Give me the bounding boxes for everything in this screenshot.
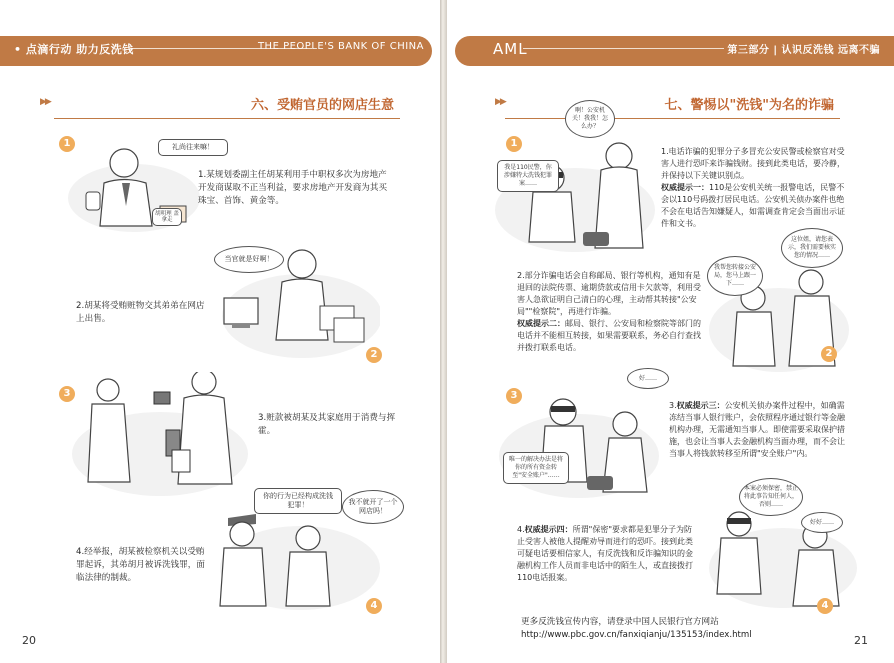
- header-slogan: • 点滴行动 助力反洗钱: [14, 43, 134, 56]
- left-page: [0, 0, 441, 663]
- speech-bubble: 礼尚往来嘛！: [158, 139, 228, 156]
- panel-number-badge: 1: [506, 136, 522, 152]
- thought-bubble: 我帮您转接公安局，您马上跟一下……: [707, 256, 763, 296]
- panel-2-body: 2.部分诈骗电话会自称邮局、银行等机构，通知有是退回的法院传票、逾期贷款或信用卡欠款等，利用受害人急欲证明自己清白的心理，主动帮其转接"公安局""检察院"，再进行诈骗。: [517, 271, 701, 316]
- header-part-title: 第三部分 | 认识反洗钱 远离不骗: [727, 45, 880, 56]
- panel-4-text: [517, 524, 699, 584]
- header-divider: [523, 48, 724, 49]
- panel-1-tip-body: 110是公安机关统一报警电话，民警不会以110号码拨打居民电话。公安机关侦办案件也绝不会在电话告知嫌疑人，如需调查肯定会当面出示证件和文书。: [661, 183, 845, 228]
- speech-bubble: 你的行为已经构成洗钱犯罪！: [254, 488, 342, 514]
- thought-bubble: 好……: [627, 368, 669, 389]
- footer-url-link[interactable]: http://www.pbc.gov.cn/fanxiqianju/135153/index.html: [521, 630, 752, 640]
- panel-number-badge: 4: [366, 598, 382, 614]
- panel-number-badge: 1: [59, 136, 75, 152]
- page-number: 21: [854, 634, 868, 647]
- panel-1-text: [661, 146, 845, 230]
- thought-bubble: 本案必须保密，禁止将此事告知任何人，否则……: [739, 478, 803, 516]
- panel-1-body: 1.电话诈骗的犯罪分子多冒充公安民警或检察官对受害人进行恐吓来诈骗钱财。接到此类电话，要冷静，并保持以下关键识别点。: [661, 147, 845, 180]
- speech-bubble: 唯一的解决办法是将你的所有资金转至"安全账户"……: [503, 452, 569, 484]
- page-number: 20: [22, 634, 36, 647]
- panel-number-badge: 2: [366, 347, 382, 363]
- section-title: 七、警惕以"洗钱"为名的诈骗: [664, 98, 834, 113]
- double-arrow-icon: ▶▶: [40, 97, 50, 107]
- thought-bubble: 这位姐，请您表示，我们需要核实您的情况……: [781, 228, 843, 268]
- speech-bubble: 我是110民警，你涉嫌特大洗钱犯罪案……: [497, 160, 559, 192]
- thought-bubble: 当官就是好啊！: [214, 246, 284, 273]
- section-title-row: [495, 94, 840, 114]
- panel-2-tip-label: 权威提示二：: [517, 319, 565, 328]
- box-label: 胡明理 盖拿走: [152, 208, 182, 226]
- thought-bubble: 啊！公安机关！我我！怎么办？: [565, 100, 615, 138]
- panel-3-tip-label: 权威提示三：: [676, 401, 725, 410]
- book-gutter: [440, 0, 447, 663]
- panel-2-tip-body: 邮局、银行、公安局和检察院等部门的电话并不能相互转接，如果需要联系，务必自行查找并拨打联系电话。: [517, 319, 701, 352]
- panel-4-body: 4.: [517, 525, 525, 534]
- illustration-shopping-spree: [64, 372, 254, 500]
- thought-bubble: 我不就开了一个网店吗！: [342, 490, 404, 524]
- panel-4-tip-body: 所谓"保密"要求都是犯罪分子为防止受害人被他人提醒劝导而进行的恐吓。接到此类可疑电话要相信家人，有反洗钱和反诈骗知识的金融机构工作人员而非电话中的陌生人，或直接拨打110电话报案。: [517, 525, 693, 582]
- section-title-row: [40, 94, 400, 114]
- panel-number-badge: 3: [506, 388, 522, 404]
- page-header: [447, 0, 894, 70]
- panel-4-tip-label: 权威提示四：: [524, 525, 573, 534]
- header-bank-name: THE PEOPLE'S BANK OF CHINA: [257, 41, 424, 52]
- panel-3-body: 3.: [669, 401, 677, 410]
- footer-note: [521, 616, 752, 642]
- panel-1-tip-label: 权威提示一：: [661, 183, 709, 192]
- panel-4-text: 4.经举报，胡某被检察机关以受贿罪起诉，其弟胡月被诉洗钱罪，面临法律的制裁。: [76, 547, 205, 583]
- section-rule: [54, 118, 400, 119]
- footer-caption: 更多反洗钱宣传内容，请登录中国人民银行官方网站: [521, 617, 719, 627]
- double-arrow-icon: ▶▶: [495, 97, 505, 107]
- panel-number-badge: 3: [59, 386, 75, 402]
- panel-1-text: 1.某规划委副主任胡某利用手中职权多次为房地产开发商谋取不正当利益，要求房地产开发商为其买珠宝、首饰、黄金等。: [198, 170, 388, 206]
- thought-bubble: 好好……: [801, 512, 843, 533]
- section-title: 六、受贿官员的网店生意: [250, 98, 394, 113]
- panel-number-badge: 2: [821, 346, 837, 362]
- page-header: [0, 0, 440, 70]
- panel-number-badge: 4: [817, 598, 833, 614]
- panel-3-text: [669, 400, 845, 460]
- panel-2-text: [517, 270, 701, 354]
- section-rule: [505, 118, 840, 119]
- panel-3-tip-body: 公安机关侦办案件过程中，如确需冻结当事人银行账户，会依照程序通过银行等金融机构办理，无需通知当事人。即使需要采取保护措施，也会让当事人去金融机构当面办理，而不会让当事人将钱款转移至所谓"安全账户"内。: [669, 401, 845, 458]
- header-aml-label: AML: [493, 40, 528, 58]
- right-page: [447, 0, 894, 663]
- panel-3-text: 3.赃款被胡某及其家庭用于消费与挥霍。: [258, 413, 396, 436]
- panel-2-text: 2.胡某将受贿赃物交其弟弟在网店上出售。: [76, 301, 205, 324]
